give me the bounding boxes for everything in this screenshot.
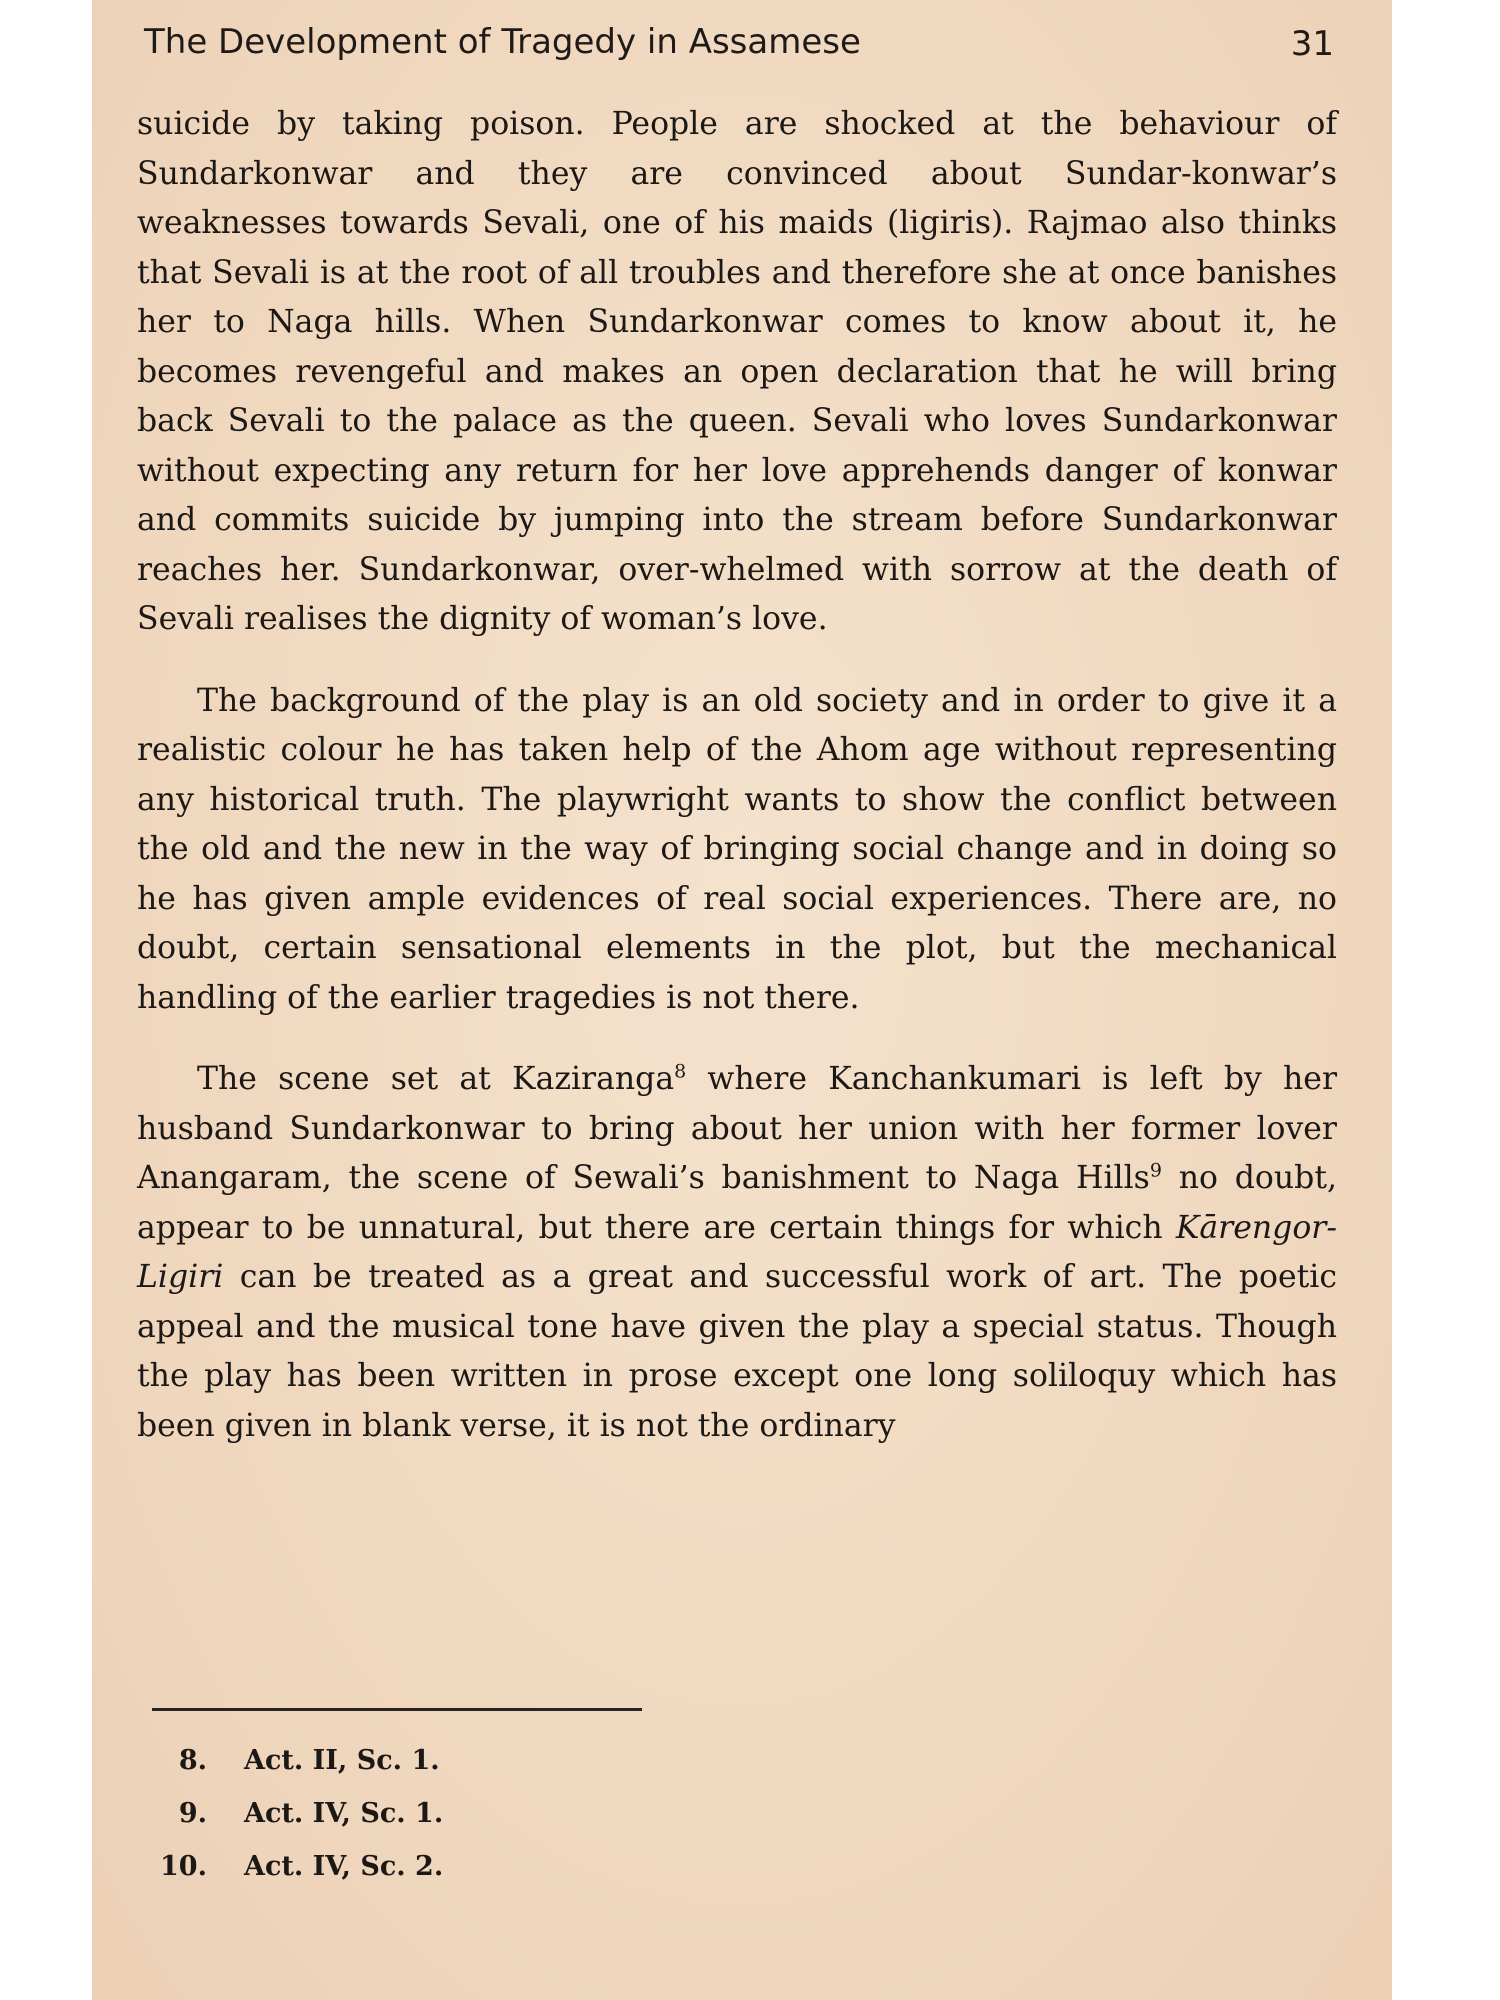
footnote-9 [152, 1798, 952, 1851]
footnote-text: Act. IV, Sc. 1. [244, 1798, 444, 1829]
paragraph-3-text-b: where Kanchankumari is left by her husband Sundarkonwar to bring about her union with her former lover Anangaram, the scene of Sewali’s banishment to Naga Hills [137, 1061, 1337, 1196]
footnote-number: 8. [178, 1745, 207, 1776]
footnote-ref-8: 8 [674, 1060, 687, 1083]
footnote-text: Act. IV, Sc. 2. [244, 1851, 444, 1882]
running-head [144, 18, 1344, 68]
play-title: Kārengor-Ligiri [137, 1209, 1337, 1295]
body-text [137, 100, 1337, 1451]
footnote-ref-9: 9 [1149, 1159, 1162, 1182]
paragraph-2: The background of the play is an old society and in order to give it a realistic colour he has taken help of the Ahom age without representing any historical truth. The playwright wants to show the conflict between the old and the new in the way of bringing social change and in doing so he has given ample evidences of real social experiences. There are, no doubt, certain sensational elements in the plot, but the mechanical handling of the earlier tragedies is not there. [137, 682, 1337, 1016]
book-page [92, 0, 1392, 2000]
paragraph-3 [137, 1055, 1337, 1451]
footnote-number: 10. [160, 1851, 207, 1882]
footnote-divider [152, 1708, 642, 1711]
paragraph-3-text-a: The scene set at Kaziranga [197, 1061, 675, 1097]
paragraph-3-text-d: can be treated as a great and successful work of art. The poetic appeal and the musical tone have given the play a special status. Though the play has been written in prose except one long soliloquy which has been given in blank verse, it is not the ordinary [137, 1259, 1337, 1444]
footnote-8 [152, 1745, 952, 1798]
chapter-title: The Development of Tragedy in Assamese [144, 22, 861, 62]
footnote-text: Act. II, Sc. 1. [244, 1745, 440, 1776]
paragraph-1: suicide by taking poison. People are shocked at the behaviour of Sundarkonwar and they are convinced about Sundar-konwar’s weaknesses towards Sevali, one of his maids (ligiris). Rajmao also thinks that Sevali is at the root of all troubles and therefore she at once banishes her to Naga hills. When Sundarkonwar comes to know about it, he becomes revengeful and makes an open declaration that he will bring back Sevali to the palace as the queen. Sevali who loves Sundarkonwar without expecting any return for her love apprehends danger of konwar and commits suicide by jumping into the stream before Sundarkonwar reaches her. Sundarkonwar, over-whelmed with sorrow at the death of Sevali realises the dignity of woman’s love. [137, 106, 1337, 637]
footnote-10 [152, 1851, 952, 1904]
footnotes [152, 1745, 952, 1904]
paragraph-3-text-c: no doubt, appear to be unnatural, but there are certain things for which [137, 1160, 1337, 1246]
footnote-number: 9. [178, 1798, 207, 1829]
page-number: 31 [1290, 24, 1334, 64]
